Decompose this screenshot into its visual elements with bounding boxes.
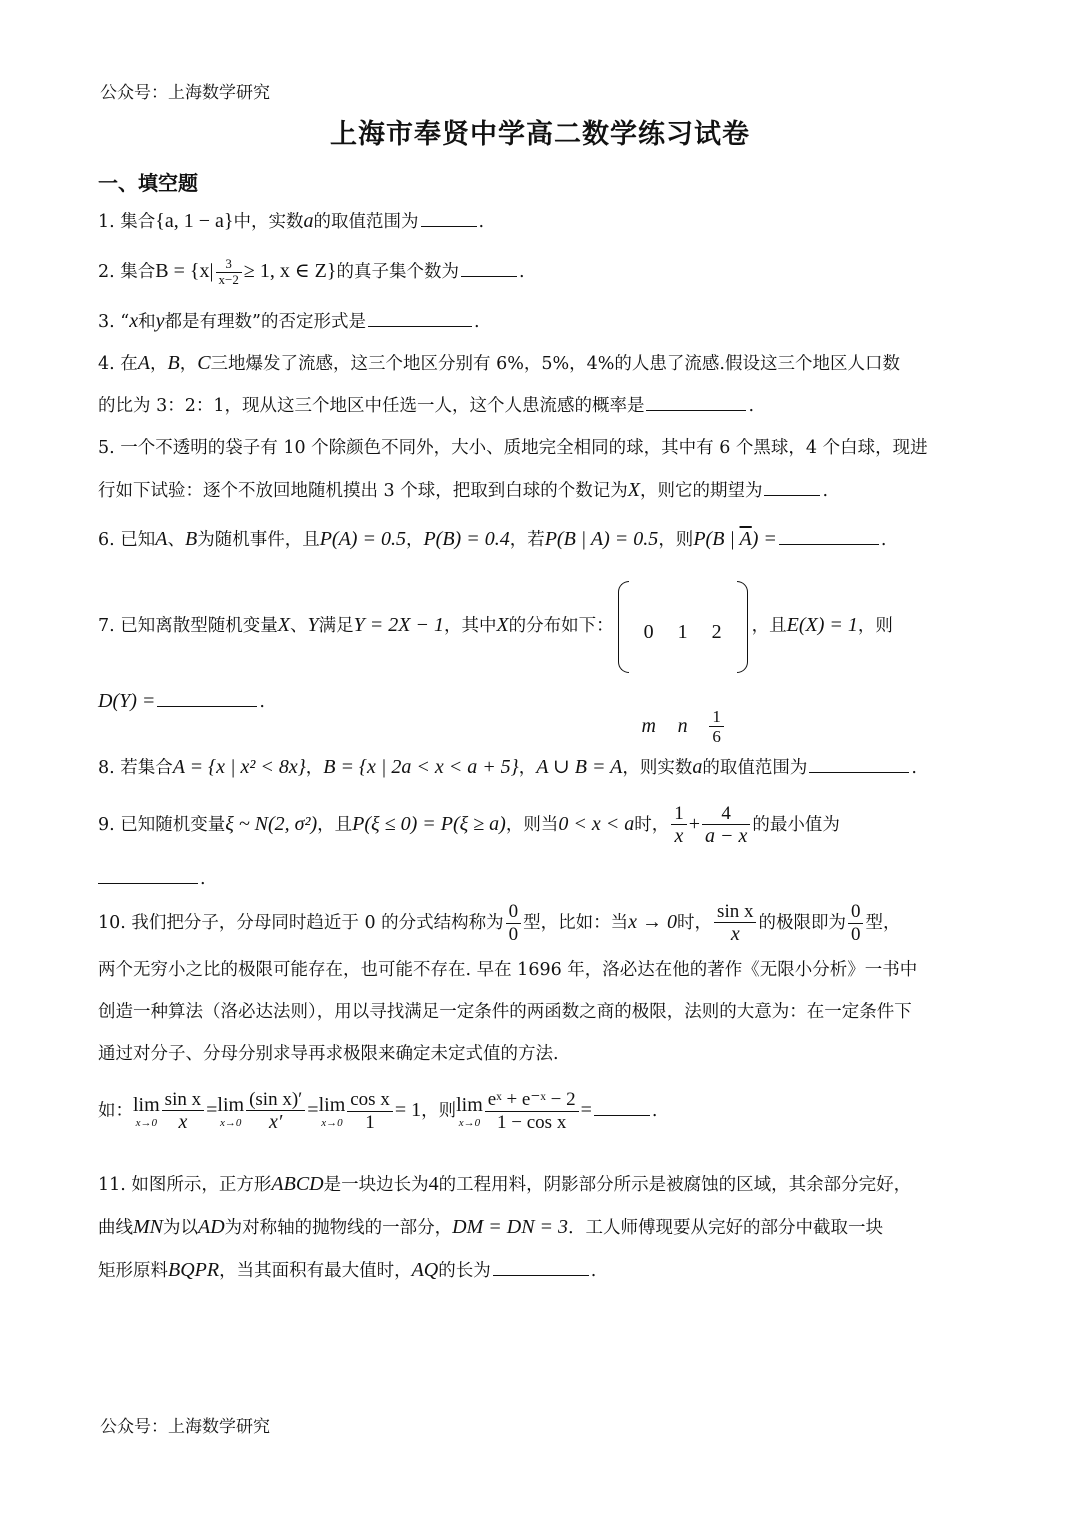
fraction: $\frac{4}{a - x}$ <box>702 803 750 849</box>
answer-blank[interactable] <box>368 325 472 327</box>
fraction: $\frac{\text{sin x}}{x}$ <box>714 901 756 947</box>
question-3: 3. “x和y都是有理数”的否定形式是 . <box>98 310 480 332</box>
question-7: 7. 已知离散型随机变量X、Y满足Y = 2X − 1，其中X的分布如下： 0 1 2 m n $\frac{1}{6}$ ，且E(X) = 1，则 D(Y) = . <box>98 578 988 723</box>
question-6: 6. 已知A、B为随机事件，且P(A) = 0.5，P(B) = 0.4，若P(B | A) = 0.5，则P(B | $\overline{A}$) = . <box>98 528 887 550</box>
distribution-matrix: 0 1 2 m n $\frac{1}{6}$ <box>618 581 748 673</box>
fraction: $\frac{0}{0}$ <box>848 901 864 946</box>
question-2: 2. 集合B = {x| $\frac{3}{x-2}$ ≥ 1, x ∈ Z}的真子集个数为 . <box>98 256 525 287</box>
answer-blank[interactable] <box>764 494 820 496</box>
lhopital-example: 如： lim x→0 $\frac{\text{sin x}}{x}$ = lim x→0 $\frac{\text{(sin x)′}}{x'}$ = lim x→0 $\frac{\text{cos x}}{1}$ = 1，则 lim x→0 $\frac{\text{eˣ + e⁻ˣ − 2}}{\text{1 − cos x}}$ = . <box>98 1088 658 1134</box>
answer-blank[interactable] <box>809 771 909 773</box>
section-heading: 一、填空题 <box>98 171 198 195</box>
question-4: 4. 在A，B，C三地爆发了流感，这三个地区分别有 6%，5%，4%的人患了流感.假设这三个地区人口数 的比为 3：2：1，现从这三个地区中任选一人，这个人患流感的概率是 . <box>98 352 900 416</box>
conditional-prob-expr: P(B | $\overline{A}$) = <box>693 528 777 550</box>
fraction: $\frac{0}{0}$ <box>506 901 522 946</box>
question-9: 9. 已知随机变量ξ ~ N(2, σ²)，且P(ξ ≤ 0) = P(ξ ≥ a)，则当0 < x < a时， $\frac{1}{x}$ + $\frac{4}{a - x}$ 的最小值为 . <box>98 802 840 889</box>
answer-blank[interactable] <box>594 1114 650 1116</box>
question-1: 1. 集合{a, 1 − a}中，实数a的取值范围为 . <box>98 210 485 232</box>
answer-blank[interactable] <box>779 543 879 545</box>
page-title: 上海市奉贤中学高二数学练习试卷 <box>330 119 750 150</box>
question-8: 8. 若集合A = {x | x² < 8x}，B = {x | 2a < x < a + 5}，A ∪ B = A，则实数a的取值范围为 . <box>98 756 917 778</box>
fraction: $\frac{3}{x-2}$ <box>216 257 242 288</box>
question-5: 5. 一个不透明的袋子有 10 个除颜色不同外，大小、质地完全相同的球，其中有 6 个黑球，4 个白球，现进 行如下试验：逐个不放回地随机摸出 3 个球，把取到白球的个数记为X，则它的期望为 . <box>98 438 928 501</box>
page-footer: 公众号：上海数学研究 <box>100 1417 270 1437</box>
answer-blank[interactable] <box>461 275 517 277</box>
question-10: 10. 我们把分子，分母同时趋近于 0 的分式结构称为 $\frac{0}{0}$ 型，比如：当x → 0时， $\frac{\text{sin x}}{x}$ 的极限即为 $\frac{0}{0}$ 型， 两个无穷小之比的极限可能存在，也可能不存在. 早在 1696 年，洛必达在他的著作《无限小分析》一书中 创造一种算法（洛必达法则），用以寻找满足一定条件的两函数之商的极限，法则的大意为：在一定条件下 通过对分子、分母分别求导再求极限来确定未定式值的方法. 如： lim x→0 $\frac{\text{sin x}}{x}$ = lim x→0 $\frac{\text{(sin x)′}}{x'}$ = lim x→0 $\frac{\text{cos x}}{1}$ = 1，则 lim x→0 $\frac{\text{eˣ + e⁻ˣ − 2}}{\text{1 − cos x}}$ = . <box>98 895 988 1141</box>
answer-blank[interactable] <box>421 225 477 227</box>
fraction: $\frac{1}{x}$ <box>671 803 687 849</box>
answer-blank[interactable] <box>493 1274 589 1276</box>
page-header: 公众号：上海数学研究 <box>100 83 270 103</box>
answer-blank[interactable] <box>98 882 198 884</box>
question-11: 11. 如图所示，正方形ABCD是一块边长为4的工程用料，阴影部分所示是被腐蚀的区域，其余部分完好， 曲线MN为以AD为对称轴的抛物线的一部分，DM = DN = 3．工人师傅现要从完好的部分中截取一块 矩形原料BQPR，当其面积有最大值时，AQ的长为 . <box>98 1173 912 1281</box>
answer-blank[interactable] <box>157 705 257 707</box>
answer-blank[interactable] <box>646 409 746 411</box>
